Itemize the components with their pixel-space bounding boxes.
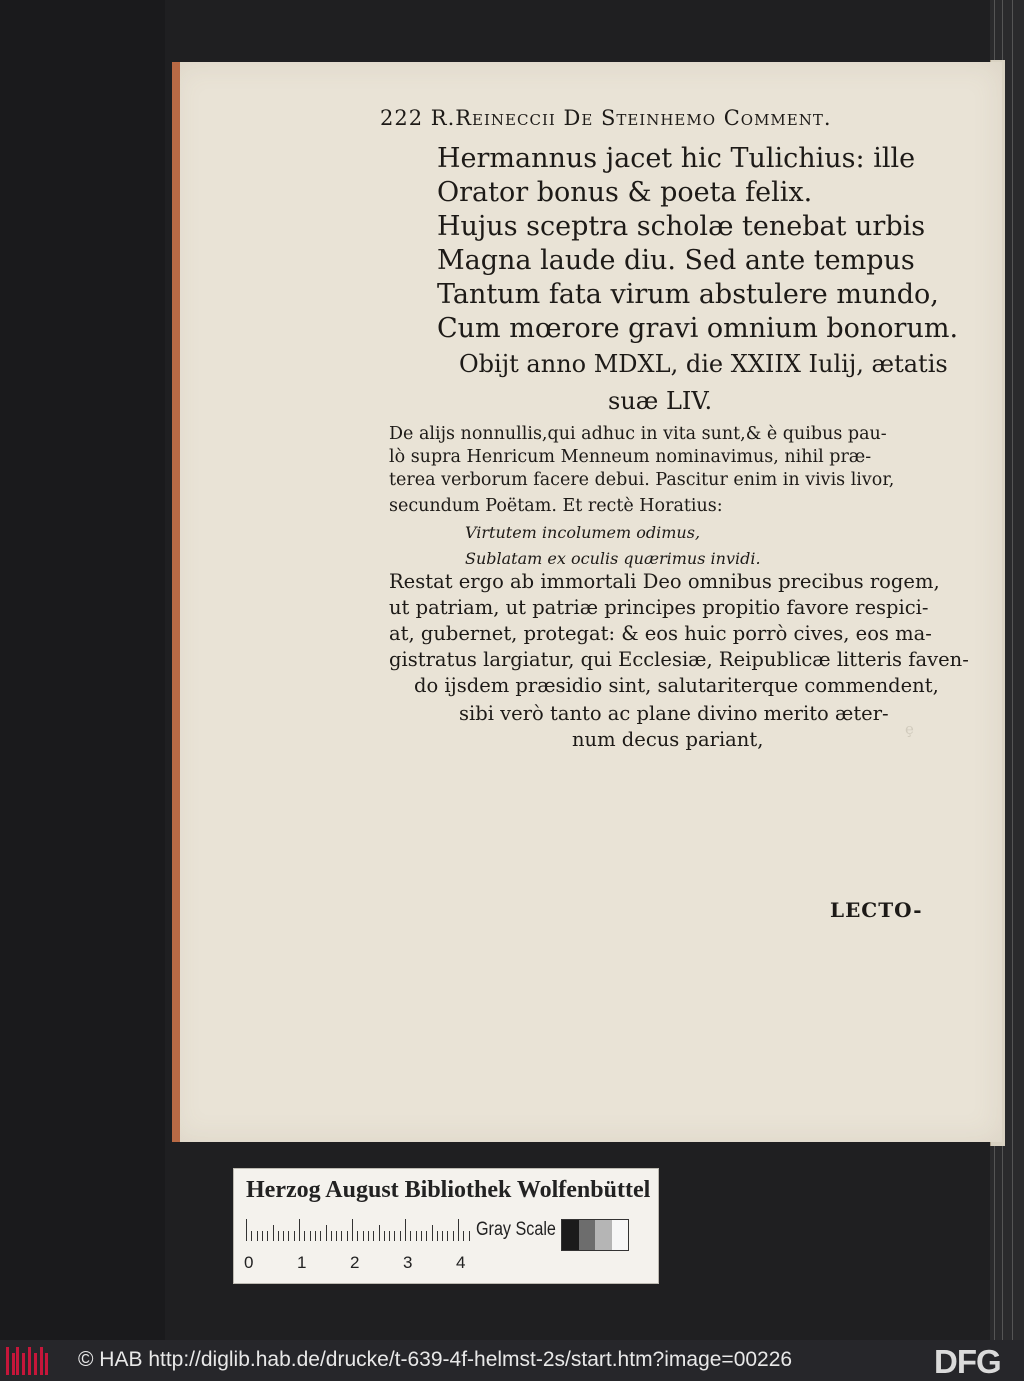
ruler-tick [273, 1225, 274, 1241]
ruler-tick [442, 1231, 443, 1241]
gray-swatch [579, 1220, 596, 1250]
quote-line: Sublatam ex oculis quærimus invidi. [465, 549, 761, 568]
poem-line: Tantum fata virum abstulere mundo, [437, 279, 939, 310]
ruler-tick [432, 1225, 433, 1241]
logo-bar [34, 1353, 37, 1375]
library-name: Herzog August Bibliothek Wolfenbüttel [246, 1177, 651, 1203]
ruler-tick [326, 1225, 327, 1241]
closing-line: do ijsdem præsidio sint, salutariterque commendent, [414, 674, 939, 697]
ruler-number: 3 [403, 1253, 413, 1272]
poem-line: Hujus sceptra scholæ tenebat urbis [437, 211, 926, 242]
poem-line: Magna laude diu. Sed ante tempus [437, 245, 915, 276]
ruler-tick [405, 1219, 406, 1241]
ruler-number: 0 [244, 1253, 254, 1272]
dfg-logo: DFG [934, 1343, 1001, 1380]
closing-line: Restat ergo ab immortali Deo omnibus precibus rogem, [389, 570, 940, 593]
logo-bar [6, 1347, 9, 1375]
poem-line: Orator bonus & poeta felix. [437, 177, 813, 208]
ruler-tick [267, 1231, 268, 1241]
footer-bar [0, 1340, 1024, 1381]
ruler-tick [437, 1231, 438, 1241]
prose-line: De alijs nonnullis,qui adhuc in vita sunt,& è quibus pau- [389, 424, 887, 444]
closing-line: sibi verò tanto ac plane divino merito æter- [459, 702, 889, 725]
poem-line: Cum mœrore gravi omnium bonorum. [437, 313, 959, 344]
ruler-tick [394, 1231, 395, 1241]
ruler-tick [278, 1231, 279, 1241]
ruler-tick [373, 1231, 374, 1241]
ruler-tick [447, 1231, 448, 1241]
hab-logo-icon [6, 1347, 48, 1375]
closing-line: ut patriam, ut patriæ principes propitio favore respici- [389, 596, 929, 619]
logo-bar [45, 1353, 48, 1375]
ruler-tick [458, 1219, 459, 1241]
scan-left-margin [0, 0, 165, 1340]
ruler-tick [416, 1231, 417, 1241]
gray-scale-swatches [561, 1219, 629, 1251]
ruler-tick [294, 1231, 295, 1241]
obituary-age: suæ LIV. [608, 387, 713, 415]
ruler-tick [331, 1231, 332, 1241]
closing-line: num decus pariant, [572, 728, 764, 751]
quote-line: Virtutem incolumem odimus, [465, 523, 701, 542]
ruler-number: 1 [297, 1253, 307, 1272]
closing-line: gistratus largiatur, qui Ecclesiæ, Reipublicæ litteris faven- [389, 648, 969, 671]
ruler-tick [288, 1231, 289, 1241]
ruler-tick [262, 1231, 263, 1241]
ruler-tick [347, 1231, 348, 1241]
ruler [246, 1219, 468, 1241]
ruler-tick [379, 1225, 380, 1241]
bleed-through: ȩ [905, 720, 914, 738]
gray-swatch [612, 1220, 629, 1250]
ruler-number: 2 [350, 1253, 360, 1272]
ruler-tick [251, 1231, 252, 1241]
ruler-tick [426, 1231, 427, 1241]
library-scale-label [233, 1168, 659, 1284]
ruler-tick [389, 1231, 390, 1241]
ruler-tick [453, 1231, 454, 1241]
prose-line: secundum Poëtam. Et rectè Horatius: [389, 496, 723, 516]
ruler-tick [299, 1219, 300, 1241]
ruler-tick [469, 1231, 470, 1241]
gray-swatch [562, 1220, 579, 1250]
ruler-tick [246, 1219, 247, 1241]
ruler-tick [400, 1231, 401, 1241]
copyright-url[interactable]: © HAB http://diglib.hab.de/drucke/t-639-4f-helmst-2s/start.htm?image=00226 [78, 1348, 793, 1371]
gray-scale-label: Gray Scale [476, 1219, 556, 1240]
ruler-tick [257, 1231, 258, 1241]
catchword: LECTO- [830, 898, 923, 922]
ruler-tick [421, 1231, 422, 1241]
ruler-tick [357, 1231, 358, 1241]
poem-line: Hermannus jacet hic Tulichius: ille [437, 143, 916, 174]
ruler-tick [320, 1231, 321, 1241]
gray-swatch [595, 1220, 612, 1250]
running-head: 222 R.Reineccii De Steinhemo Comment. [380, 106, 832, 130]
ruler-tick [352, 1219, 353, 1241]
logo-bar [40, 1347, 43, 1375]
ruler-tick [336, 1231, 337, 1241]
ruler-tick [310, 1231, 311, 1241]
prose-line: lò supra Henricum Menneum nominavimus, nihil præ- [389, 447, 872, 467]
ruler-tick [410, 1231, 411, 1241]
ruler-tick [363, 1231, 364, 1241]
ruler-tick [304, 1231, 305, 1241]
logo-bar [22, 1353, 25, 1375]
obituary-line: Obijt anno MDXL, die XXIIX Iulij, ætatis [459, 350, 948, 378]
prose-line: terea verborum facere debui. Pascitur enim in vivis livor, [389, 470, 895, 490]
ruler-tick [368, 1231, 369, 1241]
ruler-tick [463, 1231, 464, 1241]
logo-bar [16, 1347, 19, 1375]
logo-bar [28, 1347, 31, 1375]
closing-line: at, gubernet, protegat: & eos huic porrò cives, eos ma- [389, 622, 932, 645]
ruler-tick [384, 1231, 385, 1241]
logo-bar [12, 1353, 15, 1375]
ruler-number: 4 [456, 1253, 466, 1272]
ruler-tick [315, 1231, 316, 1241]
ruler-tick [283, 1231, 284, 1241]
ruler-tick [341, 1231, 342, 1241]
